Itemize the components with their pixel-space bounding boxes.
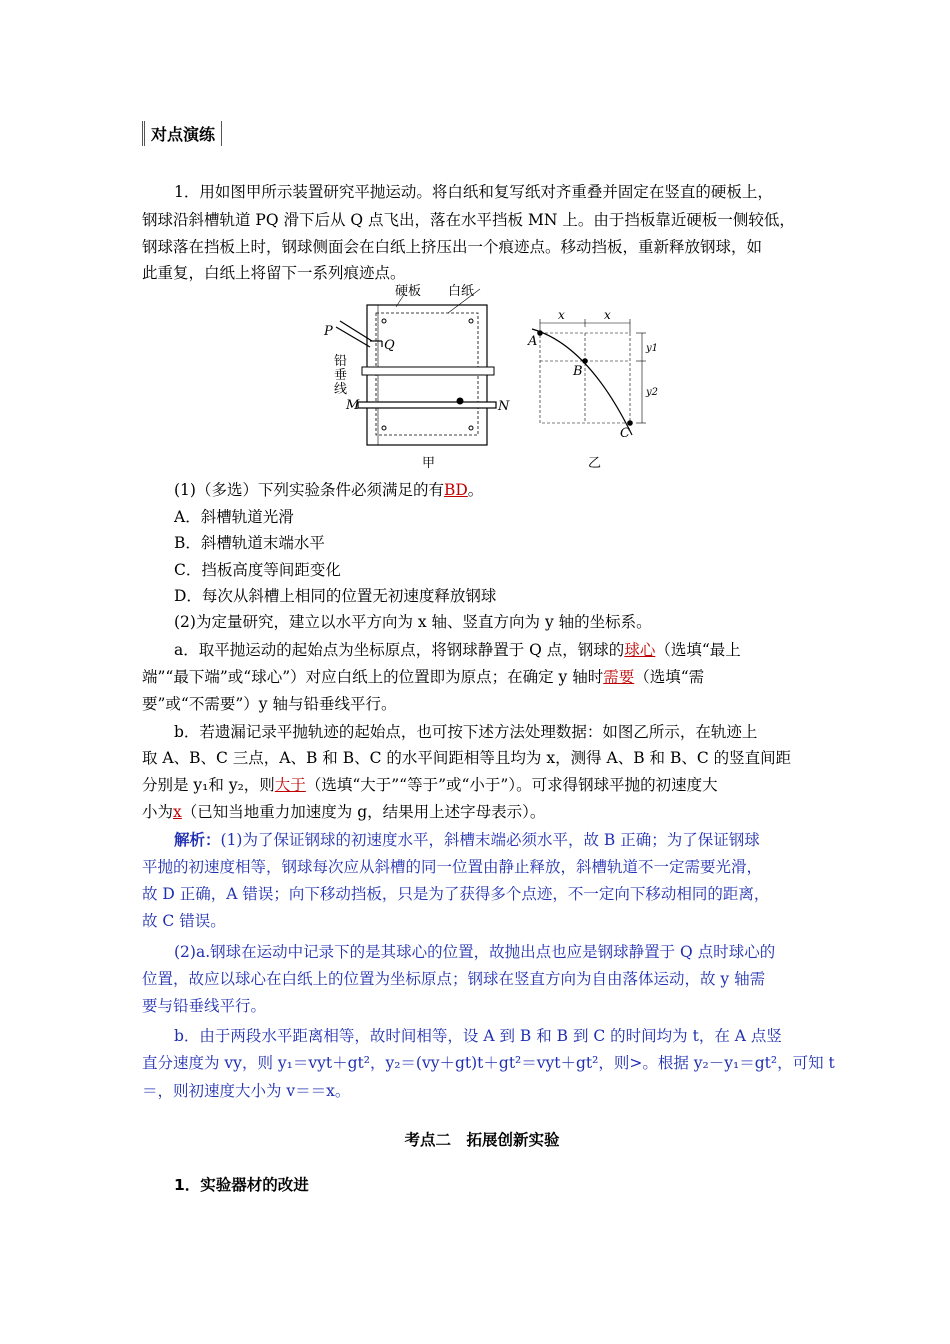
point-c <box>627 420 633 426</box>
option-c: C．挡板高度等间距变化 <box>174 561 341 579</box>
q1-b-line-2: 取 A、B、C 三点，A、B 和 B、C 的水平间距相等且均为 x，测得 A、B 和 B、C 的竖直间距 <box>142 749 792 767</box>
label-n: N <box>498 399 510 414</box>
label-plumb-3: 线 <box>334 382 348 397</box>
baffle-mn <box>358 402 496 408</box>
label-paper: 白纸 <box>448 284 475 299</box>
trajectory-curve <box>532 329 632 435</box>
pin-bottom-right <box>469 426 473 430</box>
label-y2: y2 <box>646 387 659 398</box>
q1-a-line-1-prefix: a．取平抛运动的起始点为坐标原点，将钢球静置于 Q 点，钢球的 <box>174 641 625 659</box>
q1-a-line-2 <box>142 663 704 691</box>
label-plumb-2: 垂 <box>334 368 348 383</box>
label-x2: x <box>604 308 611 322</box>
label-b: B <box>573 364 583 379</box>
analysis-para3-line-2: 直分速度为 vy，则 y₁＝vyt＋gt²，y₂＝(vy＋gt)t＋gt²＝vyt＋gt²，则>。根据 y₂－y₁＝gt²，可知 t <box>142 1054 835 1072</box>
q1-b-line-3-suffix: （选填“大于”“等于”或“小于”）。可求得钢球平抛的初速度大 <box>305 776 718 794</box>
q1-a-line-2-suffix: （选填“需 <box>634 668 705 686</box>
option-b: B．斜槽轨道末端水平 <box>174 534 325 552</box>
q1-a-line-3: 要”或“不需要”）y 轴与铅垂线平行。 <box>142 695 397 713</box>
q1-part1 <box>174 476 483 504</box>
q1-b-line-4-suffix: （已知当地重力加速度为 g，结果用上述字母表示）。 <box>181 803 546 821</box>
q1-stem-line-3: 钢球落在挡板上时，钢球侧面会在白纸上挤压出一个痕迹点。移动挡板，重新释放钢球，如 <box>142 238 763 256</box>
analysis-para2-line-3: 要与铅垂线平行。 <box>142 997 267 1015</box>
analysis-para3-line-1: b．由于两段水平距离相等，故时间相等，设 A 到 B 和 B 到 C 的时间均为 t，在 A 点竖 <box>174 1027 782 1045</box>
q1-b-line-4-prefix: 小为 <box>142 803 174 821</box>
q1-b-line-3 <box>142 771 718 799</box>
q1-a-answer-2: 需要 <box>603 668 635 686</box>
point-b <box>582 358 588 364</box>
pin-top-right <box>469 319 473 323</box>
analysis-para2-line-2: 位置，故应以球心在白纸上的位置为坐标原点；钢球在竖直方向为自由落体运动，故 y 轴需 <box>142 970 766 988</box>
q1-part1-prefix: (1)（多选）下列实验条件必须满足的有 <box>174 481 444 499</box>
q1-stem-line-2: 钢球沿斜槽轨道 PQ 滑下后从 Q 点飞出，落在水平挡板 MN 上。由于挡板靠近硬板一侧较低， <box>142 211 795 229</box>
q1-stem-line-4: 此重复，白纸上将留下一系列痕迹点。 <box>142 264 406 282</box>
analysis-para3-line-3: ＝，则初速度大小为 v＝＝x。 <box>142 1082 351 1100</box>
analysis-para1-line-3: 故 D 正确，A 错误；向下移动挡板，只是为了获得多个点迹，不一定向下移动相同的距离， <box>142 885 770 903</box>
q1-b-answer-1: 大于 <box>274 776 306 794</box>
q1-a-line-1-suffix: （选填“最上 <box>655 641 741 659</box>
experiment-figure <box>320 283 660 475</box>
clamp-bar <box>362 367 494 375</box>
q1-stem-line-1: 1．用如图甲所示装置研究平抛运动。将白纸和复写纸对齐重叠并固定在竖直的硬板上， <box>174 183 773 201</box>
q1-b-line-3-prefix: 分别是 y₁和 y₂，则 <box>142 776 275 794</box>
q1-b-line-1: b．若遗漏记录平抛轨迹的起始点，也可按下述方法处理数据：如图乙所示，在轨迹上 <box>174 723 758 741</box>
option-a: A．斜槽轨道光滑 <box>174 508 294 526</box>
analysis-para2-line-1: (2)a.钢球在运动中记录下的是其球心的位置，故抛出点也应是钢球静置于 Q 点时球心的 <box>174 943 776 961</box>
label-p: P <box>324 324 333 339</box>
caption-right: 乙 <box>588 456 602 471</box>
analysis-label: 解析： <box>174 831 221 849</box>
analysis-para1-line-2: 平抛的初速度相等，钢球每次应从斜槽的同一位置由静止释放，斜槽轨道不一定需要光滑， <box>142 858 763 876</box>
label-hardboard: 硬板 <box>395 284 422 299</box>
section-tag: 对点演练 <box>142 121 222 146</box>
q1-a-line-2-prefix: 端”“最下端”或“球心”）对应白纸上的位置即为原点；在确定 y 轴时 <box>142 668 604 686</box>
pin-bottom-left <box>382 426 386 430</box>
analysis-para1-line-1: (1)为了保证钢球的初速度水平，斜槽末端必须水平，故 B 正确；为了保证钢球 <box>220 831 760 849</box>
label-y1: y1 <box>646 343 659 354</box>
label-c: C <box>620 426 630 441</box>
pin-top-left <box>382 319 386 323</box>
option-d: D．每次从斜槽上相同的位置无初速度释放钢球 <box>174 587 497 605</box>
section-heading: 考点二 拓展创新实验 <box>404 1131 560 1149</box>
ball-on-baffle <box>457 398 464 405</box>
label-x1: x <box>558 308 565 322</box>
q1-part2: (2)为定量研究，建立以水平方向为 x 轴、竖直方向为 y 轴的坐标系。 <box>174 613 652 631</box>
q1-b-answer-2: x <box>173 803 182 821</box>
label-m: M <box>346 398 360 413</box>
q1-a-answer-1: 球心 <box>624 641 656 659</box>
item-1-heading: 1．实验器材的改进 <box>174 1176 309 1194</box>
q1-a-line-1 <box>174 636 741 664</box>
analysis-line-1 <box>174 826 760 854</box>
analysis-para1-line-4: 故 C 错误。 <box>142 912 226 930</box>
label-a: A <box>528 334 538 349</box>
q1-part1-suffix: 。 <box>467 481 484 499</box>
label-plumb-1: 铅 <box>334 354 348 369</box>
q1-part1-answer: BD <box>443 481 468 499</box>
caption-left: 甲 <box>422 456 436 471</box>
label-q: Q <box>384 338 395 353</box>
point-a <box>537 330 543 336</box>
q1-b-line-4 <box>142 798 545 826</box>
